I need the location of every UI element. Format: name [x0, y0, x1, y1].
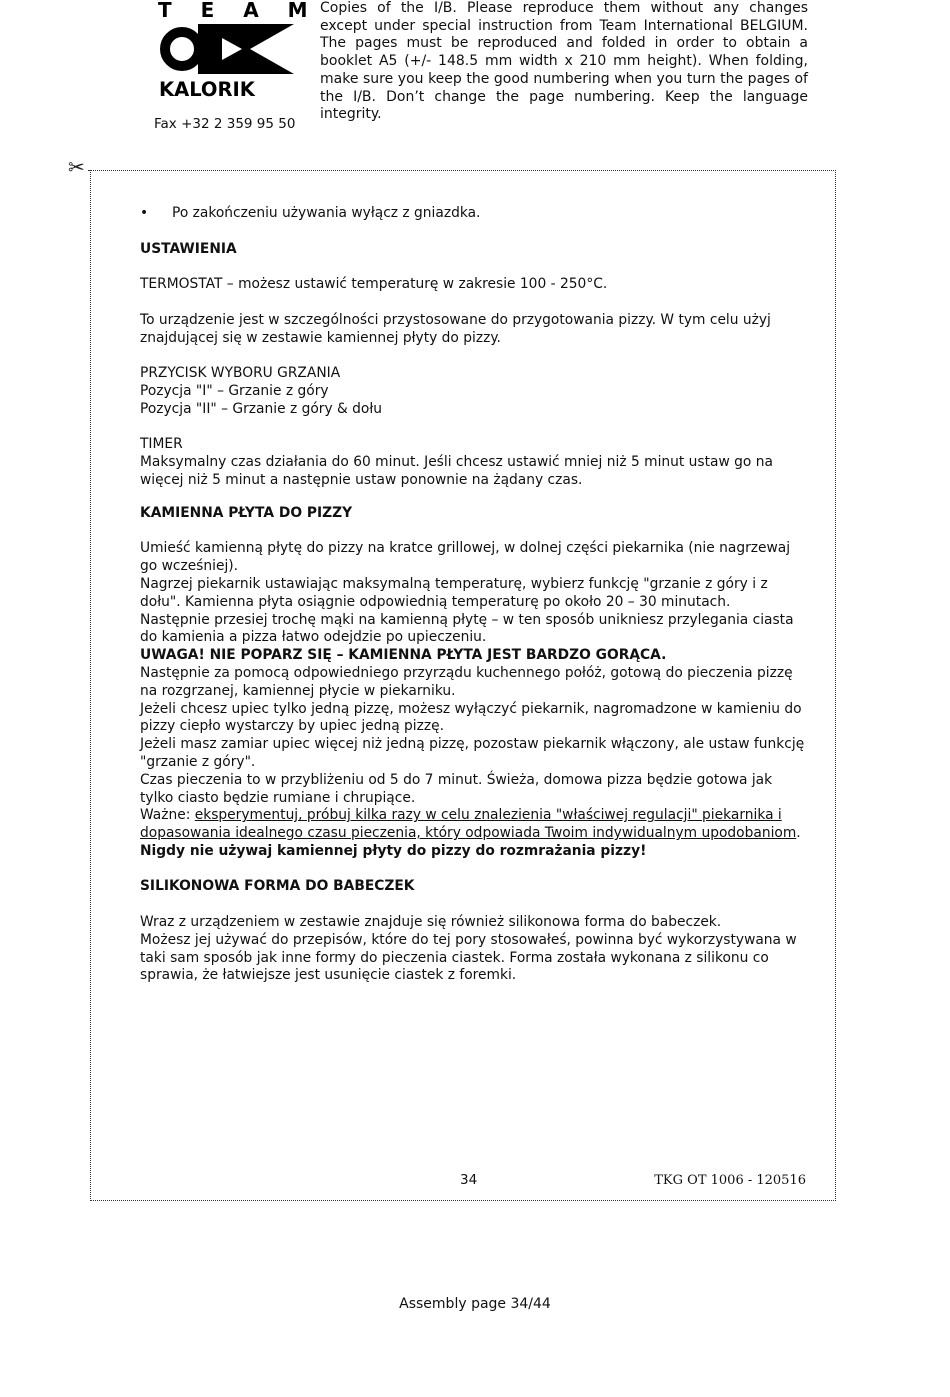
bullet-item: • Po zakończeniu używania wyłącz z gniazdka.: [140, 205, 481, 221]
timer-text: Maksymalny czas działania do 60 minut. Jeśli chcesz ustawić mniej niż 5 minut ustaw go na więcej niż 5 minut a następnie ustaw ponownie na żądany czas.: [140, 454, 773, 488]
manual-content: [140, 205, 808, 985]
section-heading-silicone: SILIKONOWA FORMA DO BABECZEK: [140, 878, 415, 895]
section-heading-stone: KAMIENNA PŁYTA DO PIZZY: [140, 504, 353, 521]
stone-step-3: Następnie przesiej trochę mąki na kamienną płytę – w ten sposób unikniesz przylegania ciasta do kamienia a pizza łatwo odejdzie po upieczeniu.: [140, 611, 794, 646]
position-one: Pozycja "I" – Grzanie z góry: [140, 382, 329, 399]
heat-select-title: PRZYCISK WYBORU GRZANIA: [140, 365, 341, 382]
silicone-text-2: Możesz jej używać do przepisów, które do tej pory stosowałeś, powinna być wykorzystywana w taki sam sposób jak inne formy do pieczenia ciastek. Forma została wykonana z silikonu co sprawia, że łatwiejsze jest usunięcie ciastek z foremki.: [140, 931, 797, 984]
stone-step-6: Jeżeli masz zamiar upiec więcej niż jedną pizzę, pozostaw piekarnik włączony, ale ustaw funkcję "grzanie z góry".: [140, 736, 805, 770]
important-note: Ważne: eksperymentuj, próbuj kilka razy w celu znalezienia "właściwej regulacji" piekarnika i dopasowania idealnego czasu pieczenia, który odpowiada Twoim indywidualnym upodobaniom.: [140, 807, 801, 842]
stone-step-2: Nagrzej piekarnik ustawiając maksymalną temperaturę, wybierz funkcję "grzanie z góry i z dołu". Kamienna płyta osiągnie odpowiednią temperaturę po około 20 – 30 minutach.: [140, 575, 768, 610]
stone-step-5: Jeżeli chcesz upiec tylko jedną pizzę, możesz wyłączyć piekarnik, nagromadzone w kamieniu do pizzy ciepło wystarczy by upiec jedną pizzę.: [140, 700, 802, 735]
section-heading-settings: USTAWIENIA: [140, 240, 237, 257]
page-number: 34: [460, 1172, 478, 1188]
scissors-icon: ✂: [68, 155, 85, 179]
svg-text:T E A M: T E A M: [158, 0, 319, 22]
svg-text:KALORIK: KALORIK: [159, 78, 255, 101]
never-defrost-warning: Nigdy nie używaj kamiennej płyty do pizzy do rozmrażania pizzy!: [140, 842, 647, 859]
kalorik-logo: [158, 0, 319, 101]
reproduction-notice: Copies of the I/B. Please reproduce them without any changes except under special instruction from Team International BELGIUM. The pages must be reproduced and folded in order to obtain a booklet A5 (+/- 148.5 mm width x 210 mm height). When folding, make sure you keep the good numbering when you turn the pages of the I/B. Don’t change the page numbering. Keep the language integrity.: [320, 0, 808, 123]
assembly-page: Assembly page 34/44: [399, 1296, 551, 1312]
bullet-icon: •: [140, 205, 149, 221]
thermostat-text: TERMOSTAT – możesz ustawić temperaturę w zakresie 100 - 250°C.: [140, 276, 608, 293]
timer-title: TIMER: [140, 436, 183, 453]
stone-step-1: Umieść kamienną płytę do pizzy na kratce grillowej, w dolnej części piekarnika (nie nagrzewaj go wcześniej).: [140, 540, 791, 575]
position-two: Pozycja "II" – Grzanie z góry & dołu: [140, 400, 383, 417]
stone-step-7: Czas pieczenia to w przybliżeniu od 5 do 7 minut. Świeża, domowa pizza będzie gotowa jak tylko ciasto będzie rumiane i chrupiące.: [140, 771, 773, 806]
fax-number: Fax +32 2 359 95 50: [154, 116, 296, 132]
burn-warning: UWAGA! NIE POPARZ SIĘ – KAMIENNA PŁYTA JEST BARDZO GORĄCA.: [140, 647, 667, 664]
silicone-text-1: Wraz z urządzeniem w zestawie znajduje się również silikonowa forma do babeczek.: [140, 914, 722, 931]
pizza-intro: To urządzenie jest w szczególności przystosowane do przygotowania pizzy. W tym celu użyj znajdującej się w zestawie kamiennej płyty do pizzy.: [140, 311, 771, 346]
stone-step-4: Następnie za pomocą odpowiedniego przyrządu kuchennego połóż, gotową do pieczenia pizzę na rozgrzanej, kamiennej płycie w piekarniku.: [140, 664, 793, 699]
document-code: TKG OT 1006 - 120516: [654, 1173, 806, 1188]
